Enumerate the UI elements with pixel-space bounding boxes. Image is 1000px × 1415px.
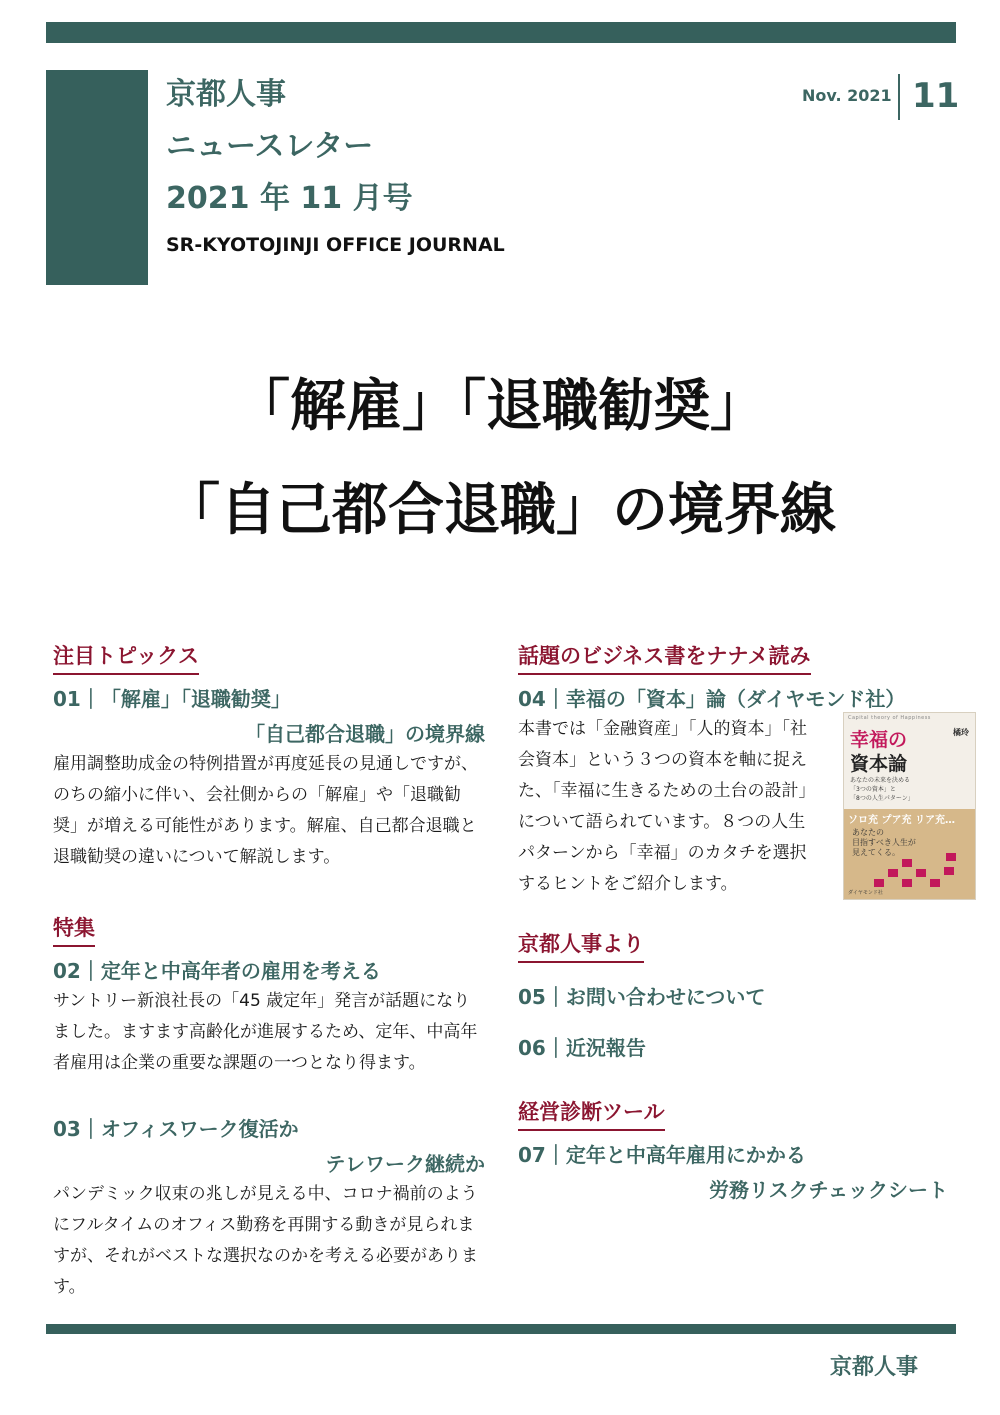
book-subtitle-line2: 「3つの資本」と (850, 786, 896, 793)
book-series: Capital theory of Happiness (848, 715, 931, 721)
section-heading-from-kyotojinji: 京都人事より (518, 928, 644, 963)
article-04-body: 本書では「金融資産」「人的資本」「社会資本」という３つの資本を軸に捉えた、「幸福に生きるための土台の設計」について語られています。８つの人生パターンから「幸福」のカタチを選択するヒントをご紹介します。 (518, 719, 816, 894)
book-band-line4: 見えてくる。 (852, 848, 900, 857)
footer-brand: 京都人事 (830, 1355, 919, 1380)
section-heading-topics: 注目トピックス (53, 640, 199, 675)
article-03-title-line2[interactable]: テレワーク継続か (325, 1152, 485, 1176)
article-01-title-line2[interactable]: 「自己都合退職」の境界線 (245, 722, 485, 746)
article-01-title-line1[interactable]: 01｜「解雇」「退職勧奨」 (53, 687, 291, 711)
article-04-title[interactable]: 04｜幸福の「資本」論（ダイヤモンド社） (518, 687, 906, 711)
article-03-body: パンデミック収束の兆しが見える中、コロナ禍前のようにフルタイムのオフィス勤務を再開する動きが見られますが、それがベストな選択なのかを考える必要があります。 (53, 1184, 478, 1297)
section-heading-feature: 特集 (53, 912, 95, 947)
headline-line2: 「自己都合退職」の境界線 (164, 478, 836, 543)
newsletter-title-line3: 2021 年 11 月号 (166, 181, 413, 216)
article-03-title-line1[interactable]: 03｜オフィスワーク復活か (53, 1117, 299, 1141)
article-06-title[interactable]: 06｜近況報告 (518, 1036, 646, 1060)
book-title-line1: 幸福の (850, 729, 908, 751)
book-pyramid-graphic (844, 809, 975, 899)
book-band-line3: 目指すべき人生が (852, 838, 916, 847)
bottom-bar (46, 1324, 956, 1334)
book-publisher: ダイヤモンド社 (848, 890, 883, 896)
journal-name: SR-KYOTOJINJI OFFICE JOURNAL (166, 234, 505, 256)
article-02-title[interactable]: 02｜定年と中高年者の雇用を考える (53, 959, 381, 983)
newsletter-title-line2: ニュースレター (166, 129, 374, 164)
header-accent-block (46, 70, 148, 285)
issue-divider (898, 74, 900, 120)
headline-line1: 「解雇」「退職勧奨」 (234, 374, 766, 439)
book-cover-top (844, 713, 975, 809)
left-column-feature (53, 912, 485, 1303)
issue-date: Nov. 2021 (802, 86, 892, 105)
right-column-tools (518, 1096, 948, 1203)
right-column-news (518, 928, 958, 1061)
article-02-body: サントリー新浪社長の「45 歳定年」発言が話題になりました。ますます高齢化が進展するため、定年、中高年者雇用は企業の重要な課題の一つとなり得ます。 (53, 991, 478, 1073)
newsletter-title-line1: 京都人事 (166, 77, 286, 112)
book-cover-band (844, 809, 975, 899)
book-title-line2: 資本論 (850, 753, 908, 775)
book-cover-image (843, 712, 976, 900)
article-05-title[interactable]: 05｜お問い合わせについて (518, 985, 766, 1009)
top-bar (46, 22, 956, 43)
article-07-title-line1[interactable]: 07｜定年と中高年雇用にかかる (518, 1143, 806, 1167)
book-subtitle-line3: 「8つの人生パターン」 (850, 795, 914, 802)
section-heading-business-books: 話題のビジネス書をナナメ読み (518, 640, 811, 675)
book-subtitle-line1: あなたの未来を決める (850, 777, 911, 784)
article-01-body: 雇用調整助成金の特例措置が再度延長の見通しですが、のちの縮小に伴い、会社側からの「解雇」や「退職勧奨」が増える可能性があります。解雇、自己都合退職と退職勧奨の違いについて解説します。 (53, 754, 478, 867)
section-heading-diagnosis-tool: 経営診断ツール (518, 1096, 665, 1131)
article-07-title-line2[interactable]: 労務リスクチェックシート (709, 1178, 948, 1202)
left-column (53, 640, 485, 873)
book-band-text: ソロ充 プア充 リア充… (848, 815, 955, 826)
book-author: 橘玲 (953, 728, 969, 737)
issue-number: 11 (912, 76, 960, 116)
book-band-line2: あなたの (852, 828, 884, 837)
